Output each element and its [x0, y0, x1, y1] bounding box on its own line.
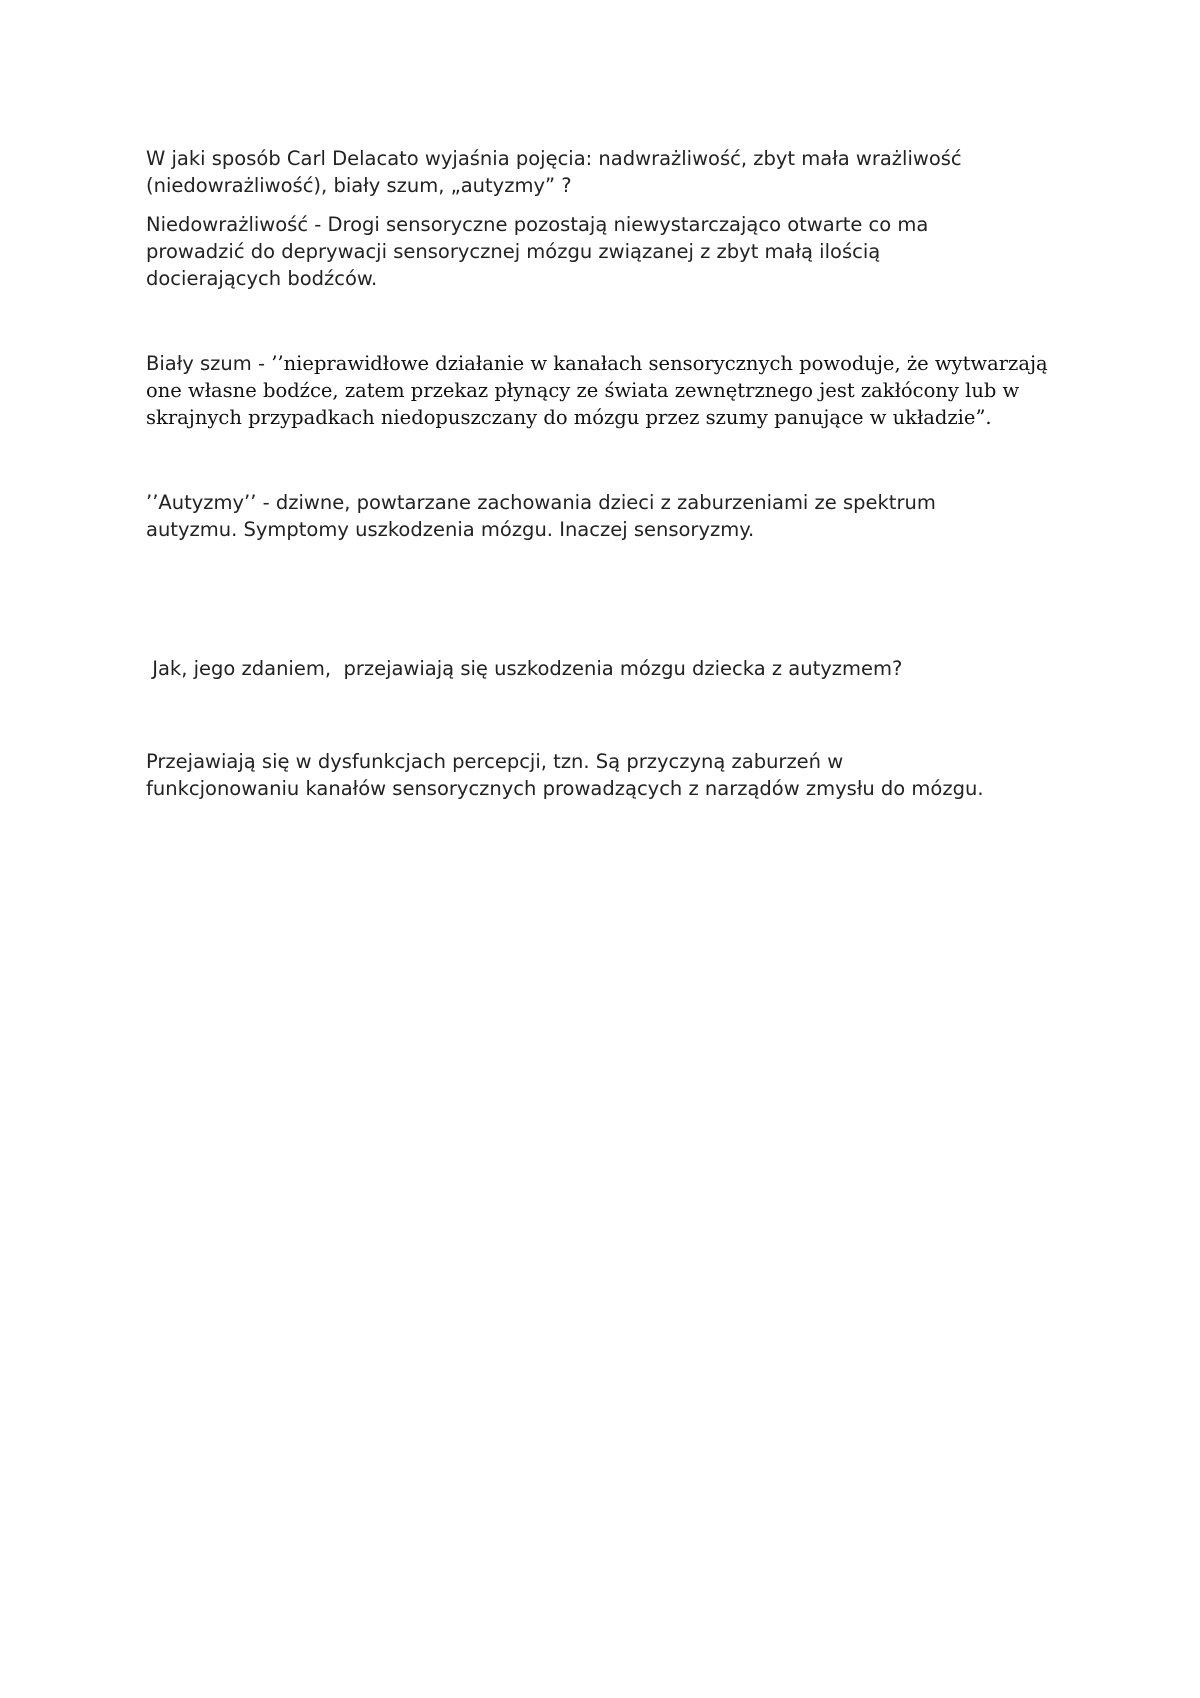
answer-undersensitivity-line-3: docierających bodźców.: [146, 267, 378, 290]
answer-white-noise-line-1: [146, 350, 1086, 377]
answer-white-noise-line-2: one własne bodźce, zatem przekaz płynący ze świata zewnętrznego jest zakłócony lub w: [146, 379, 1020, 402]
question-1-line-2: (niedowrażliwość), biały szum, „autyzmy” ?: [146, 174, 572, 197]
answer-undersensitivity: [146, 211, 1086, 292]
answer-autisms: [146, 489, 1086, 543]
answer-white-noise: [146, 350, 1086, 431]
answer-undersensitivity-line-1: Niedowrażliwość - Drogi sensoryczne pozostają niewystarczająco otwarte co ma: [146, 213, 929, 236]
answer-white-noise-quote-start: ’’nieprawidłowe działanie w kanałach sensorycznych powoduje, że wytwarzają: [271, 352, 1048, 375]
answer-undersensitivity-line-2: prowadzić do deprywacji sensorycznej mózgu związanej z zbyt małą ilością: [146, 240, 881, 263]
answer-brain-damage-line-1: Przejawiają się w dysfunkcjach percepcji, tzn. Są przyczyną zaburzeń w: [146, 750, 844, 773]
answer-autisms-line-2: autyzmu. Symptomy uszkodzenia mózgu. Inaczej sensoryzmy.: [146, 518, 755, 541]
answer-autisms-line-1: ’’Autyzmy’’ - dziwne, powtarzane zachowania dzieci z zaburzeniami ze spektrum: [146, 491, 936, 514]
spacer: [146, 543, 1086, 601]
document-body: [146, 145, 1086, 802]
answer-white-noise-line-3: skrajnych przypadkach niedopuszczany do mózgu przez szumy panujące w układzie”.: [146, 406, 992, 429]
answer-white-noise-prefix: Biały szum -: [146, 352, 272, 375]
spacer: [146, 199, 1086, 211]
spacer: [146, 431, 1086, 489]
question-1: [146, 145, 1086, 199]
question-1-line-1: W jaki sposób Carl Delacato wyjaśnia pojęcia: nadwrażliwość, zbyt mała wrażliwość: [146, 147, 962, 170]
question-2-line-1: Jak, jego zdaniem, przejawiają się uszkodzenia mózgu dziecka z autyzmem?: [146, 657, 903, 680]
spacer: [146, 736, 1086, 748]
answer-brain-damage-line-2: funkcjonowaniu kanałów sensorycznych prowadzących z narządów zmysłu do mózgu.: [146, 777, 984, 800]
question-2: [146, 601, 1086, 736]
answer-brain-damage: [146, 748, 1086, 802]
spacer: [146, 292, 1086, 350]
